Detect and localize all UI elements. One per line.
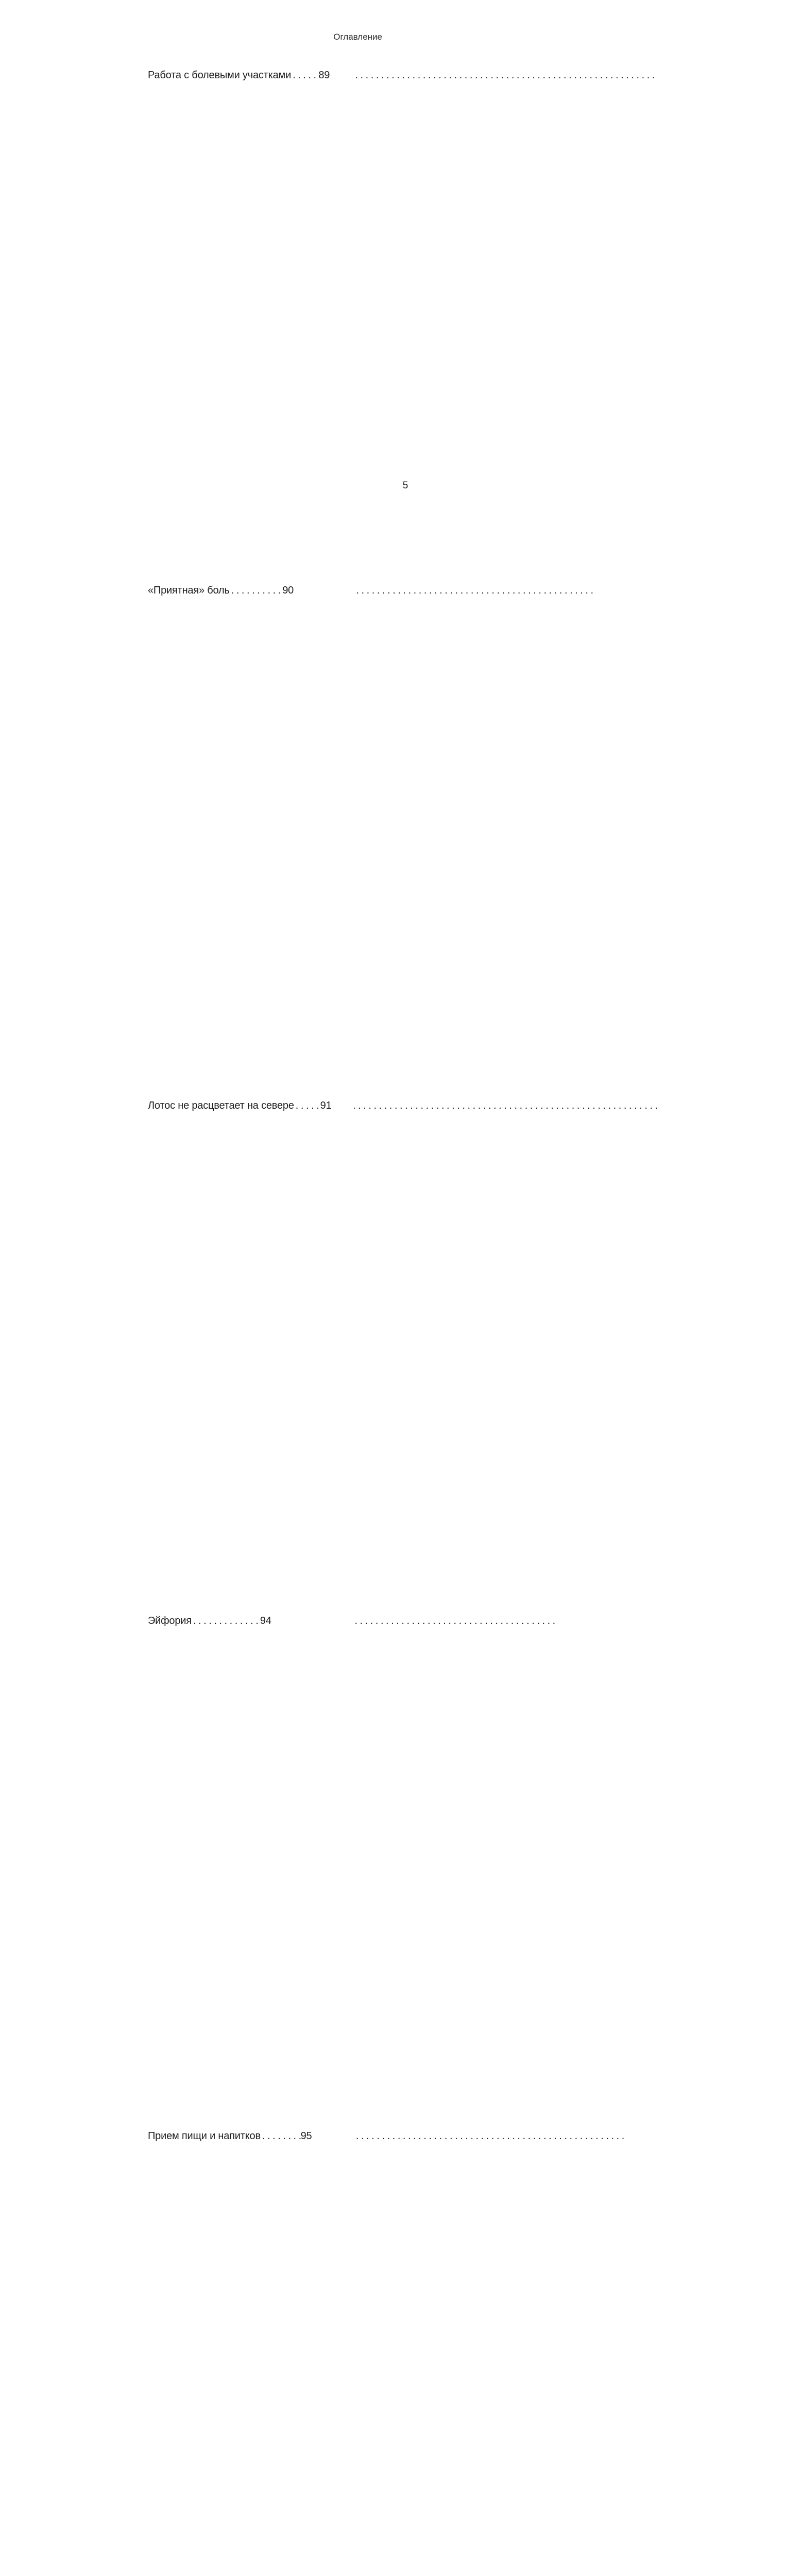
toc-entry-title: «Приятная» боль bbox=[148, 585, 230, 596]
toc-entry bbox=[135, 69, 354, 584]
toc-entry-title: Работа с болевыми участками bbox=[148, 70, 292, 81]
page-number: 5 bbox=[402, 480, 408, 491]
dot-leader bbox=[231, 584, 282, 598]
toc-entry-page: 91 bbox=[320, 1099, 354, 1614]
toc-entry bbox=[135, 2129, 354, 2576]
toc-entry-title: Прием пищи и напитков bbox=[148, 2130, 261, 2142]
toc-group bbox=[135, 69, 354, 2576]
toc-entry-title: Лотос не расцветает на севере bbox=[148, 1100, 294, 1111]
dot-leader bbox=[296, 1099, 319, 1113]
toc-entry bbox=[135, 1099, 354, 1614]
toc-entry bbox=[135, 584, 354, 1099]
toc-entry bbox=[135, 1614, 354, 2129]
dot-leader bbox=[293, 69, 317, 83]
dot-leader bbox=[193, 1614, 259, 1629]
page-header: Оглавление bbox=[333, 32, 382, 42]
toc-entry-page: 95 bbox=[301, 2129, 354, 2576]
table-of-contents bbox=[135, 69, 354, 2576]
toc-entry-title: Эйфория bbox=[148, 1615, 192, 1626]
toc-entry-page: 94 bbox=[260, 1614, 354, 2129]
toc-entry-page: 89 bbox=[318, 69, 354, 584]
toc-entry-page: 90 bbox=[282, 584, 354, 1099]
dot-leader bbox=[262, 2129, 300, 2144]
